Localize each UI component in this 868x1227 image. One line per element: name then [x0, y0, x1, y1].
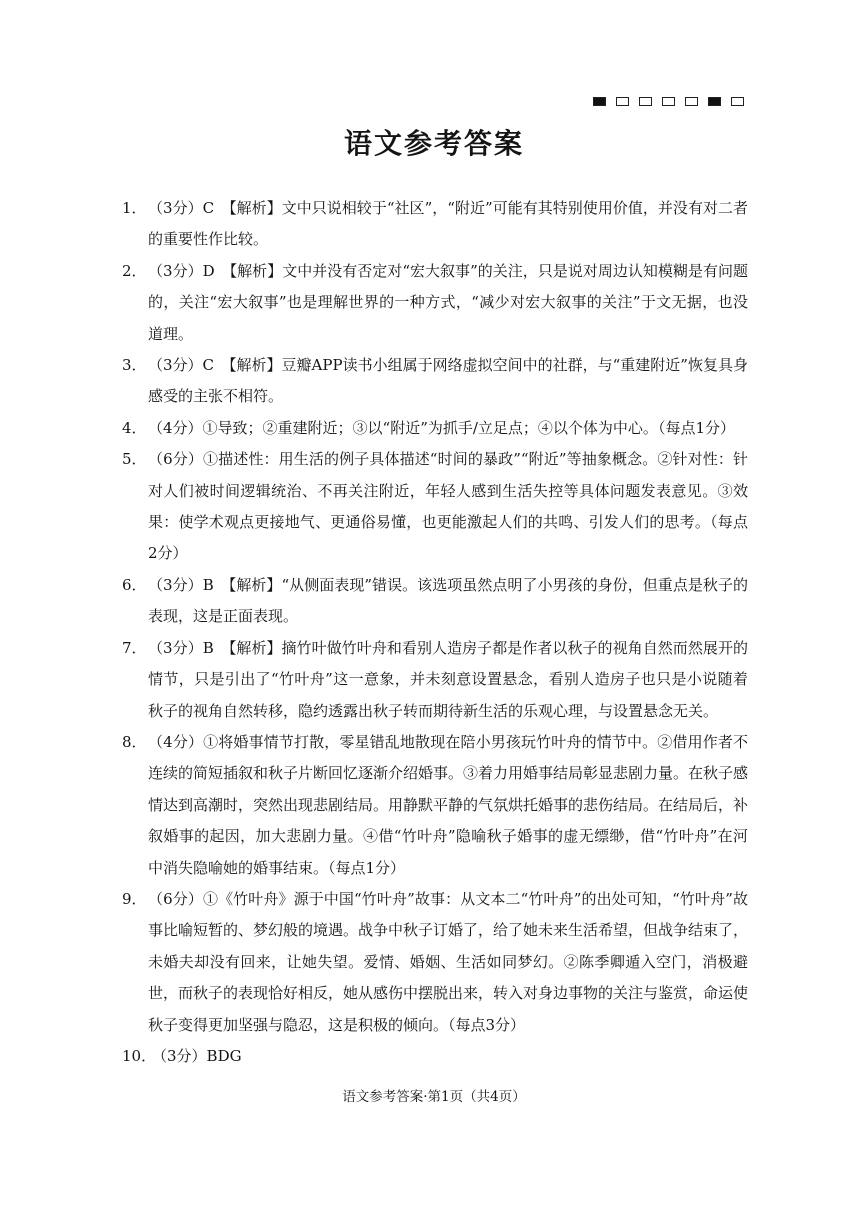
- answer-number: 10．: [122, 1046, 157, 1065]
- filled-square-mark: [708, 97, 721, 106]
- answer-text: （3分）B 【解析】摘竹叶做竹叶舟和看别人造房子都是作者以秋子的视角自然而然展开的情节，只是引出了“竹叶舟”这一意象，并未刻意设置悬念，看别人造房子也只是小说随着秋子的视角自然转移，隐约透露出秋子转而期待新生活的乐观心理，与设置悬念无关。: [148, 638, 748, 720]
- answer-item: [122, 884, 748, 1041]
- answer-item: [122, 570, 748, 633]
- answer-number: 9．: [122, 889, 147, 908]
- empty-square-mark: [662, 97, 675, 106]
- answer-text: （3分）B 【解析】“从侧面表现”错误。该选项虽然点明了小男孩的身份，但重点是秋子的表现，这是正面表现。: [148, 575, 748, 626]
- answer-number: 8．: [122, 732, 147, 751]
- answer-text: （3分）BDG: [152, 1046, 242, 1065]
- answer-item: [122, 256, 748, 350]
- answer-number: 5．: [122, 450, 147, 469]
- answer-item: [122, 444, 748, 570]
- answer-number: 3．: [122, 356, 147, 375]
- page-footer: 语文参考答案·第1页（共4页）: [342, 1089, 526, 1105]
- answer-list: [122, 193, 748, 1072]
- answer-text: （4分）①导致；②重建附近；③以“附近”为抓手/立足点；④以个体为中心。（每点1分）: [148, 418, 735, 437]
- answer-number: 1．: [122, 199, 147, 217]
- answer-item: [122, 727, 748, 884]
- empty-square-mark: [616, 97, 629, 106]
- answer-text: （3分）C 【解析】豆瓣APP读书小组属于网络虚拟空间中的社群，与“重建附近”恢复具身感受的主张不相符。: [148, 356, 748, 406]
- answer-item: [122, 193, 748, 256]
- answer-item: [122, 350, 748, 413]
- answer-text: （6分）①描述性：用生活的例子具体描述“时间的暴政”“附近”等抽象概念。②针对性：针对人们被时间逻辑统治、不再关注附近，年轻人感到生活失控等具体问题发表意见。③效果：使学术观点更接地气、更通俗易懂，也更能激起人们的共鸣、引发人们的思考。（每点2分）: [148, 450, 748, 563]
- empty-square-mark: [685, 97, 698, 106]
- answer-number: 6．: [122, 575, 147, 594]
- answer-text: （3分）C 【解析】文中只说相较于“社区”，“附近”可能有其特别使用价值，并没有对二者的重要性作比较。: [148, 199, 748, 249]
- answer-text: （3分）D 【解析】文中并没有否定对“宏大叙事”的关注，只是说对周边认知模糊是有问题的，关注“宏大叙事”也是理解世界的一种方式，“减少对宏大叙事的关注”于文无据，也没道理。: [148, 261, 748, 343]
- answer-number: 7．: [122, 638, 147, 657]
- answer-number: 2．: [122, 261, 147, 280]
- empty-square-mark: [731, 97, 744, 106]
- answer-item: [122, 633, 748, 727]
- answer-number: 4．: [122, 418, 147, 437]
- page-title: 语文参考答案: [343, 127, 524, 160]
- header-marks: [593, 97, 744, 106]
- answer-item: [122, 1041, 748, 1072]
- empty-square-mark: [639, 97, 652, 106]
- answer-text: （4分）①将婚事情节打散，零星错乱地散现在陪小男孩玩竹叶舟的情节中。②借用作者不连续的简短插叙和秋子片断回忆逐渐介绍婚事。③着力用婚事结局彰显悲剧力量。在秋子感情达到高潮时，突然出现悲剧结局。用静默平静的气氛烘托婚事的悲伤结局。在结局后，补叙婚事的起因，加大悲剧力量。④借“竹叶舟”隐喻秋子婚事的虚无缥缈，借“竹叶舟”在河中消失隐喻她的婚事结束。（每点1分）: [148, 732, 749, 877]
- answer-text: （6分）①《竹叶舟》源于中国“竹叶舟”故事：从文本二“竹叶舟”的出处可知，“竹叶舟”故事比喻短暂的、梦幻般的境遇。战争中秋子订婚了，给了她未来生活希望，但战争结束了，未婚夫却没有回来，让她失望。爱情、婚姻、生活如同梦幻。②陈季卿遁入空门，消极避世，而秋子的表现恰好相反，她从感伤中摆脱出来，转入对身边事物的关注与鉴赏，命运使秋子变得更加坚强与隐忍，这是积极的倾向。（每点3分）: [148, 889, 749, 1034]
- filled-square-mark: [593, 97, 606, 106]
- answer-item: [122, 413, 748, 444]
